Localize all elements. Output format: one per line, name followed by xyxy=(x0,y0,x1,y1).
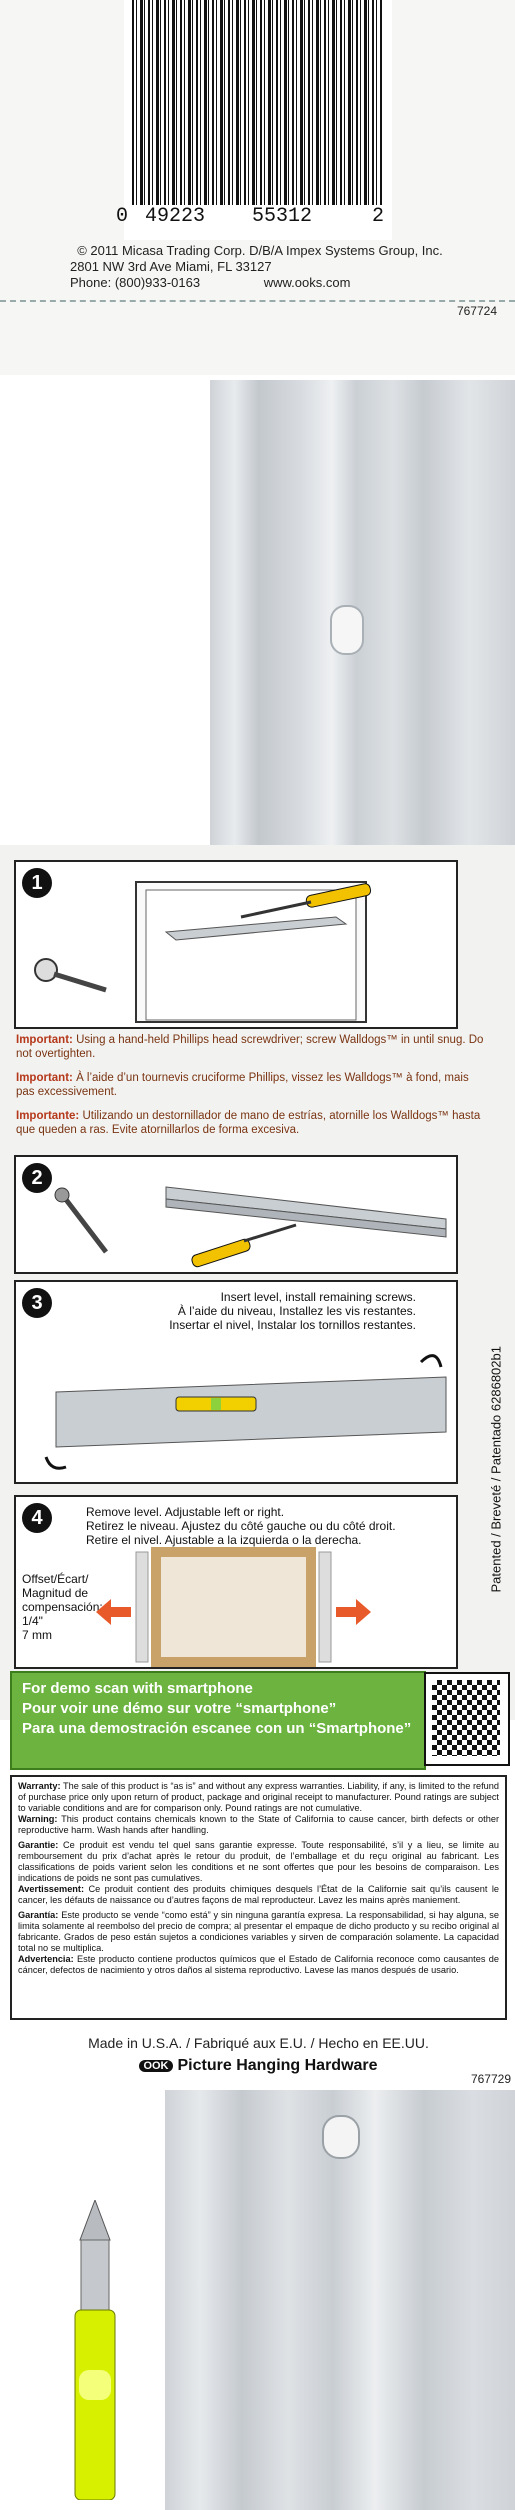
demo-line-fr: Pour voir une démo sur votre “smartphone” xyxy=(22,1700,337,1717)
warranty-es: Garantía: Este producto se vende “como está” y sin ninguna garantía expresa. La responsabilidad, si hay alguna, se limita solamente al reembolso del precio de compra; al presentar el empaque de dicho producto y su recibo original al fabricante. Grados de peso están sujetos a condiciones variables y sirven de comparación solamente. La capacidad total no se multiplica. Advertencia: Este producto contiene productos químicos que el Estado de California reconoce como causantes de cáncer, defectos de nacimiento y otros daños al sistema reproductivo. Lavese las manos después de usario. xyxy=(18,1910,500,1975)
upc-group2: 55312 xyxy=(252,205,313,228)
note-label-es: Importante: xyxy=(16,1110,80,1122)
note-text-fr: À l’aide d’un tournevis cruciforme Phillips, vissez les Walldogs™ à fond, mais pas excessivement. xyxy=(16,1072,469,1098)
qr-code[interactable] xyxy=(424,1672,510,1766)
copyright-block xyxy=(30,243,490,291)
phone-text: Phone: (800)933-0163 xyxy=(70,275,201,290)
level-vial xyxy=(75,2310,115,2500)
screwdriver-shaft xyxy=(244,1225,296,1241)
step4-illustration xyxy=(16,1497,456,1667)
step1-note-es xyxy=(16,1109,486,1137)
warranty-fr: Garantie: Ce produit est vendu tel quel sans garantie expresse. Toute responsabilité, s’il y a lieu, se limite au remboursement du prix d’achat après le retour du produit, de l’emballage et du reçu original au fabricant. Les classifications de poids varient selon les conditions et ne sont offertes que pour les besoins de comparaison. Les indications de poids ne sont pas cumulatives. Avertissement: Ce produit contient des produits chimiques desquels l’État de la Californie sait qu’ils causent le cancer, les défauts de naissance ou d’autres façons de mal reproducteur. Lavez les mains après maniement. xyxy=(18,1840,499,1905)
step4-number: 4 xyxy=(22,1503,52,1533)
frame-inner xyxy=(146,890,356,1020)
note-label-fr: Important: xyxy=(16,1072,73,1084)
picture-frame xyxy=(156,1552,311,1662)
screwdriver-handle xyxy=(191,1238,252,1268)
arrow-left-icon xyxy=(96,1599,131,1625)
level-bubble xyxy=(79,2370,111,2400)
rail-hole xyxy=(322,2115,360,2159)
note-text-en: Using a hand-held Phillips head screwdriver; screw Walldogs™ in until snug. Do not overtighten. xyxy=(16,1034,484,1060)
step1-box xyxy=(14,860,458,1029)
offset-inches: 1/4" xyxy=(22,1614,43,1628)
demo-text xyxy=(12,1673,424,1745)
step2-number: 2 xyxy=(22,1163,52,1193)
step2-illustration xyxy=(16,1157,456,1272)
step1-illustration xyxy=(16,862,456,1027)
step1-note-en xyxy=(16,1033,486,1061)
step3-number: 3 xyxy=(22,1288,52,1318)
rotate-arrow xyxy=(46,1457,66,1468)
screw-shaft xyxy=(54,974,106,990)
screw-shaft xyxy=(64,1197,106,1252)
ook-logo-icon: OOK xyxy=(139,2060,172,2072)
arrow-right-icon xyxy=(336,1599,371,1625)
screw-and-level-image xyxy=(65,2200,125,2500)
sku-number: 767724 xyxy=(456,304,497,318)
rail-shape xyxy=(56,1377,446,1447)
warranty-en: Warranty: The sale of this product is “as is” and without any express warranties. Liability, if any, is limited to the refund of purchase price only upon return of product, package and original receipt to manufacturer. Pound ratings are subject to variable conditions and are for comparison only. Pound ratings are not cumulative. Warning: This product contains chemicals known to the State of California to cause cancer, birth defects or other reproductive harm. Wash hands after handling. xyxy=(18,1781,500,1835)
contact-line xyxy=(30,275,490,291)
level-bubble xyxy=(211,1398,221,1410)
demo-banner xyxy=(10,1671,426,1770)
step3-illustration xyxy=(16,1282,456,1482)
barcode xyxy=(132,0,382,205)
demo-line-en: For demo scan with smartphone xyxy=(22,1680,253,1697)
screw-body xyxy=(81,2240,109,2310)
patent-text: Patented / Breveté / Patentado 6286802b1 xyxy=(488,1346,504,1593)
brand-tagline: Picture Hanging Hardware xyxy=(177,2057,378,2074)
screw-head xyxy=(55,1188,69,1202)
step4-text-fr: Retirez le niveau. Ajustez du côté gauche ou du côté droit. xyxy=(86,1519,396,1533)
upc-digit-left: 0 xyxy=(116,205,129,228)
step1-number: 1 xyxy=(22,868,52,898)
perforation-line xyxy=(0,300,515,302)
offset-mm: 7 mm xyxy=(22,1628,52,1642)
rail-right xyxy=(319,1552,331,1662)
website-text: www.ooks.com xyxy=(263,275,351,290)
copyright-line: © 2011 Micasa Trading Corp. D/B/A Impex Systems Group, Inc. xyxy=(77,243,443,258)
rail-left xyxy=(136,1552,148,1662)
step3-text-es: Insertar el nivel, Instalar los tornillos restantes. xyxy=(169,1318,416,1332)
upc-digit-right: 2 xyxy=(372,205,385,228)
upc-group1: 49223 xyxy=(145,205,206,228)
step3-text-en: Insert level, install remaining screws. xyxy=(220,1290,416,1304)
brand-line xyxy=(10,2057,507,2075)
made-in-line: Made in U.S.A. / Fabriqué aux E.U. / Hecho en EE.UU. xyxy=(88,2035,429,2051)
step4-box xyxy=(14,1495,458,1669)
screw-tip xyxy=(80,2200,110,2240)
offset-label: Offset/Écart/ Magnitud de compensación: xyxy=(22,1572,103,1614)
warranty-box xyxy=(10,1775,507,2020)
step1-note-fr xyxy=(16,1071,486,1099)
note-label-en: Important: xyxy=(16,1034,73,1046)
step2-box xyxy=(14,1155,458,1274)
step3-box xyxy=(14,1280,458,1484)
sku-number-bottom: 767729 xyxy=(470,2072,511,2086)
step4-text-en: Remove level. Adjustable left or right. xyxy=(86,1505,285,1519)
rail-hole xyxy=(330,605,364,655)
rotate-arrow xyxy=(421,1356,441,1367)
note-text-es: Utilizando un destornillador de mano de estrías, atornille los Walldogs™ hasta que queden a ras. Evite atornillarlos de forma excesiva. xyxy=(16,1110,481,1136)
demo-line-es: Para una demostración escanee con un “Smartphone” xyxy=(22,1720,412,1737)
screw-head xyxy=(35,959,57,981)
qr-code-pattern xyxy=(432,1680,500,1756)
step4-text-es: Retire el nivel. Ajustable a la izquierda o la derecha. xyxy=(86,1533,362,1547)
address-line: 2801 NW 3rd Ave Miami, FL 33127 xyxy=(70,259,272,274)
step3-text-fr: À l’aide du niveau, Installez les vis restantes. xyxy=(177,1304,416,1318)
